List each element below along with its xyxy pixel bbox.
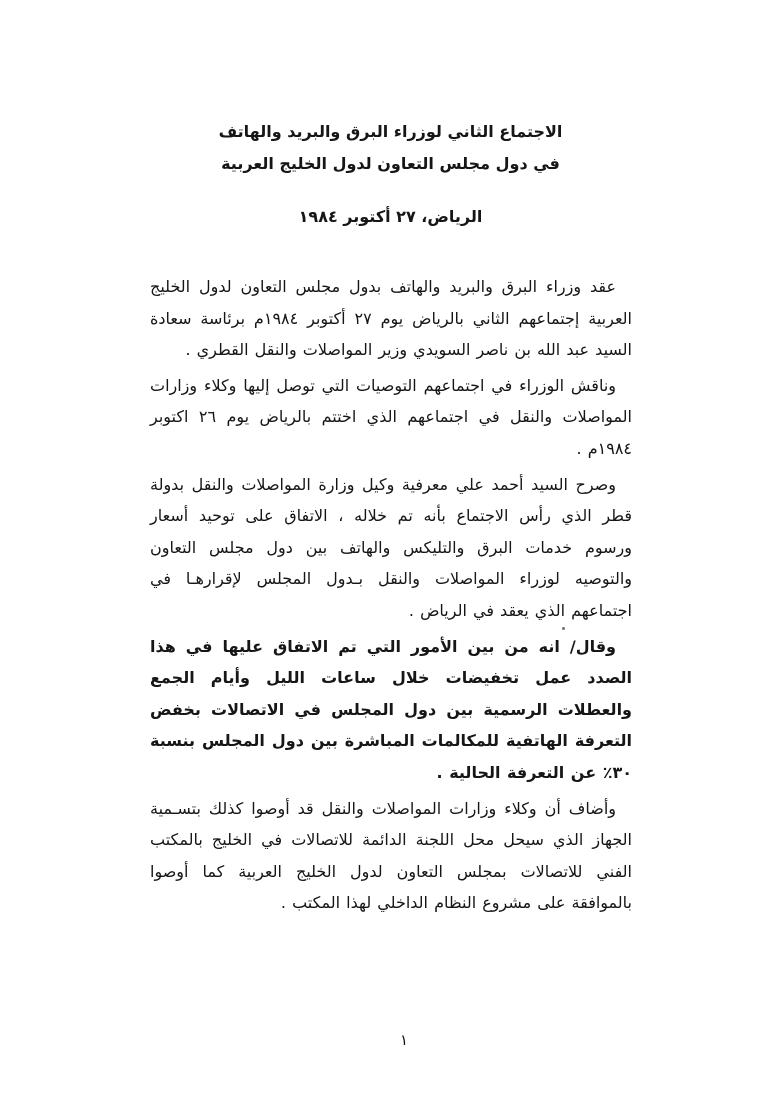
paragraph-opening: عقد وزراء البرق والبريد والهاتف بدول مجلس التعاون لدول الخليج العربية إجتماعهم الثاني بالرياض يوم ٢٧ أكتوبر ١٩٨٤م برئاسة سعادة السيد عبد الله بن ناصر السويدي وزير المواصلات والنقل القطري . <box>150 277 633 360</box>
paragraph-tariff-reduction: وقال/ انه من بين الأمور التي تم الاتفاق عليها في هذا الصدد عمل تخفيضات خلال ساعات الليل وأيام الجمع والعطلات الرسمية بين دول المجلس في الاتصالات بخفض التعرفة الهاتفية للمكالمات المباشرة بين دول المجلس بنسبة ٣٠٪ عن التعرفة الحالية . <box>150 636 632 782</box>
document-dateline: الرياض، ٢٧ أكتوبر ١٩٨٤ <box>298 207 483 226</box>
document-header <box>0 116 781 180</box>
document-body <box>150 271 632 923</box>
document-title-line2: في دول مجلس التعاون لدول الخليج العربية <box>221 154 560 173</box>
scan-speckle <box>562 627 565 630</box>
page-number: ١ <box>399 1031 409 1049</box>
paragraph-statement: وصرح السيد أحمد علي معرفية وكيل وزارة المواصلات والنقل بدولة قطر الذي رأس الاجتماع بأنه تم خلاله ، الاتفاق على توحيد أسعار ورسوم خدمات البرق والتليكس والهاتف بين دول مجلس التعاون والتوصيه لوزراء المواصلات والنقل بـدول المجلس لإقرارهـا في اجتماعهم الذي يعقد في الرياض . <box>150 474 632 620</box>
paragraph-closing: وأضاف أن وكلاء وزارات المواصلات والنقل قد أوصوا كذلك بتسـمية الجهاز الذي سيحل محل اللجنة الدائمة للاتصالات في الخليج بالمكتب الفني للاتصالات بمجلس التعاون لدول الخليج العربية كما أوصوا بالموافقة على مشروع النظام الداخلي لهذا المكتب . <box>150 798 632 913</box>
document-title-line1: الاجتماع الثاني لوزراء البرق والبريد والهاتف <box>218 122 563 141</box>
paragraph-discussion: وناقش الوزراء في اجتماعهم التوصيات التي توصل إليها وكلاء وزارات المواصلات والنقل في اجتماعهم الذي اختتم بالرياض يوم ٢٦ اكتوبر ١٩٨٤م . <box>150 375 632 458</box>
